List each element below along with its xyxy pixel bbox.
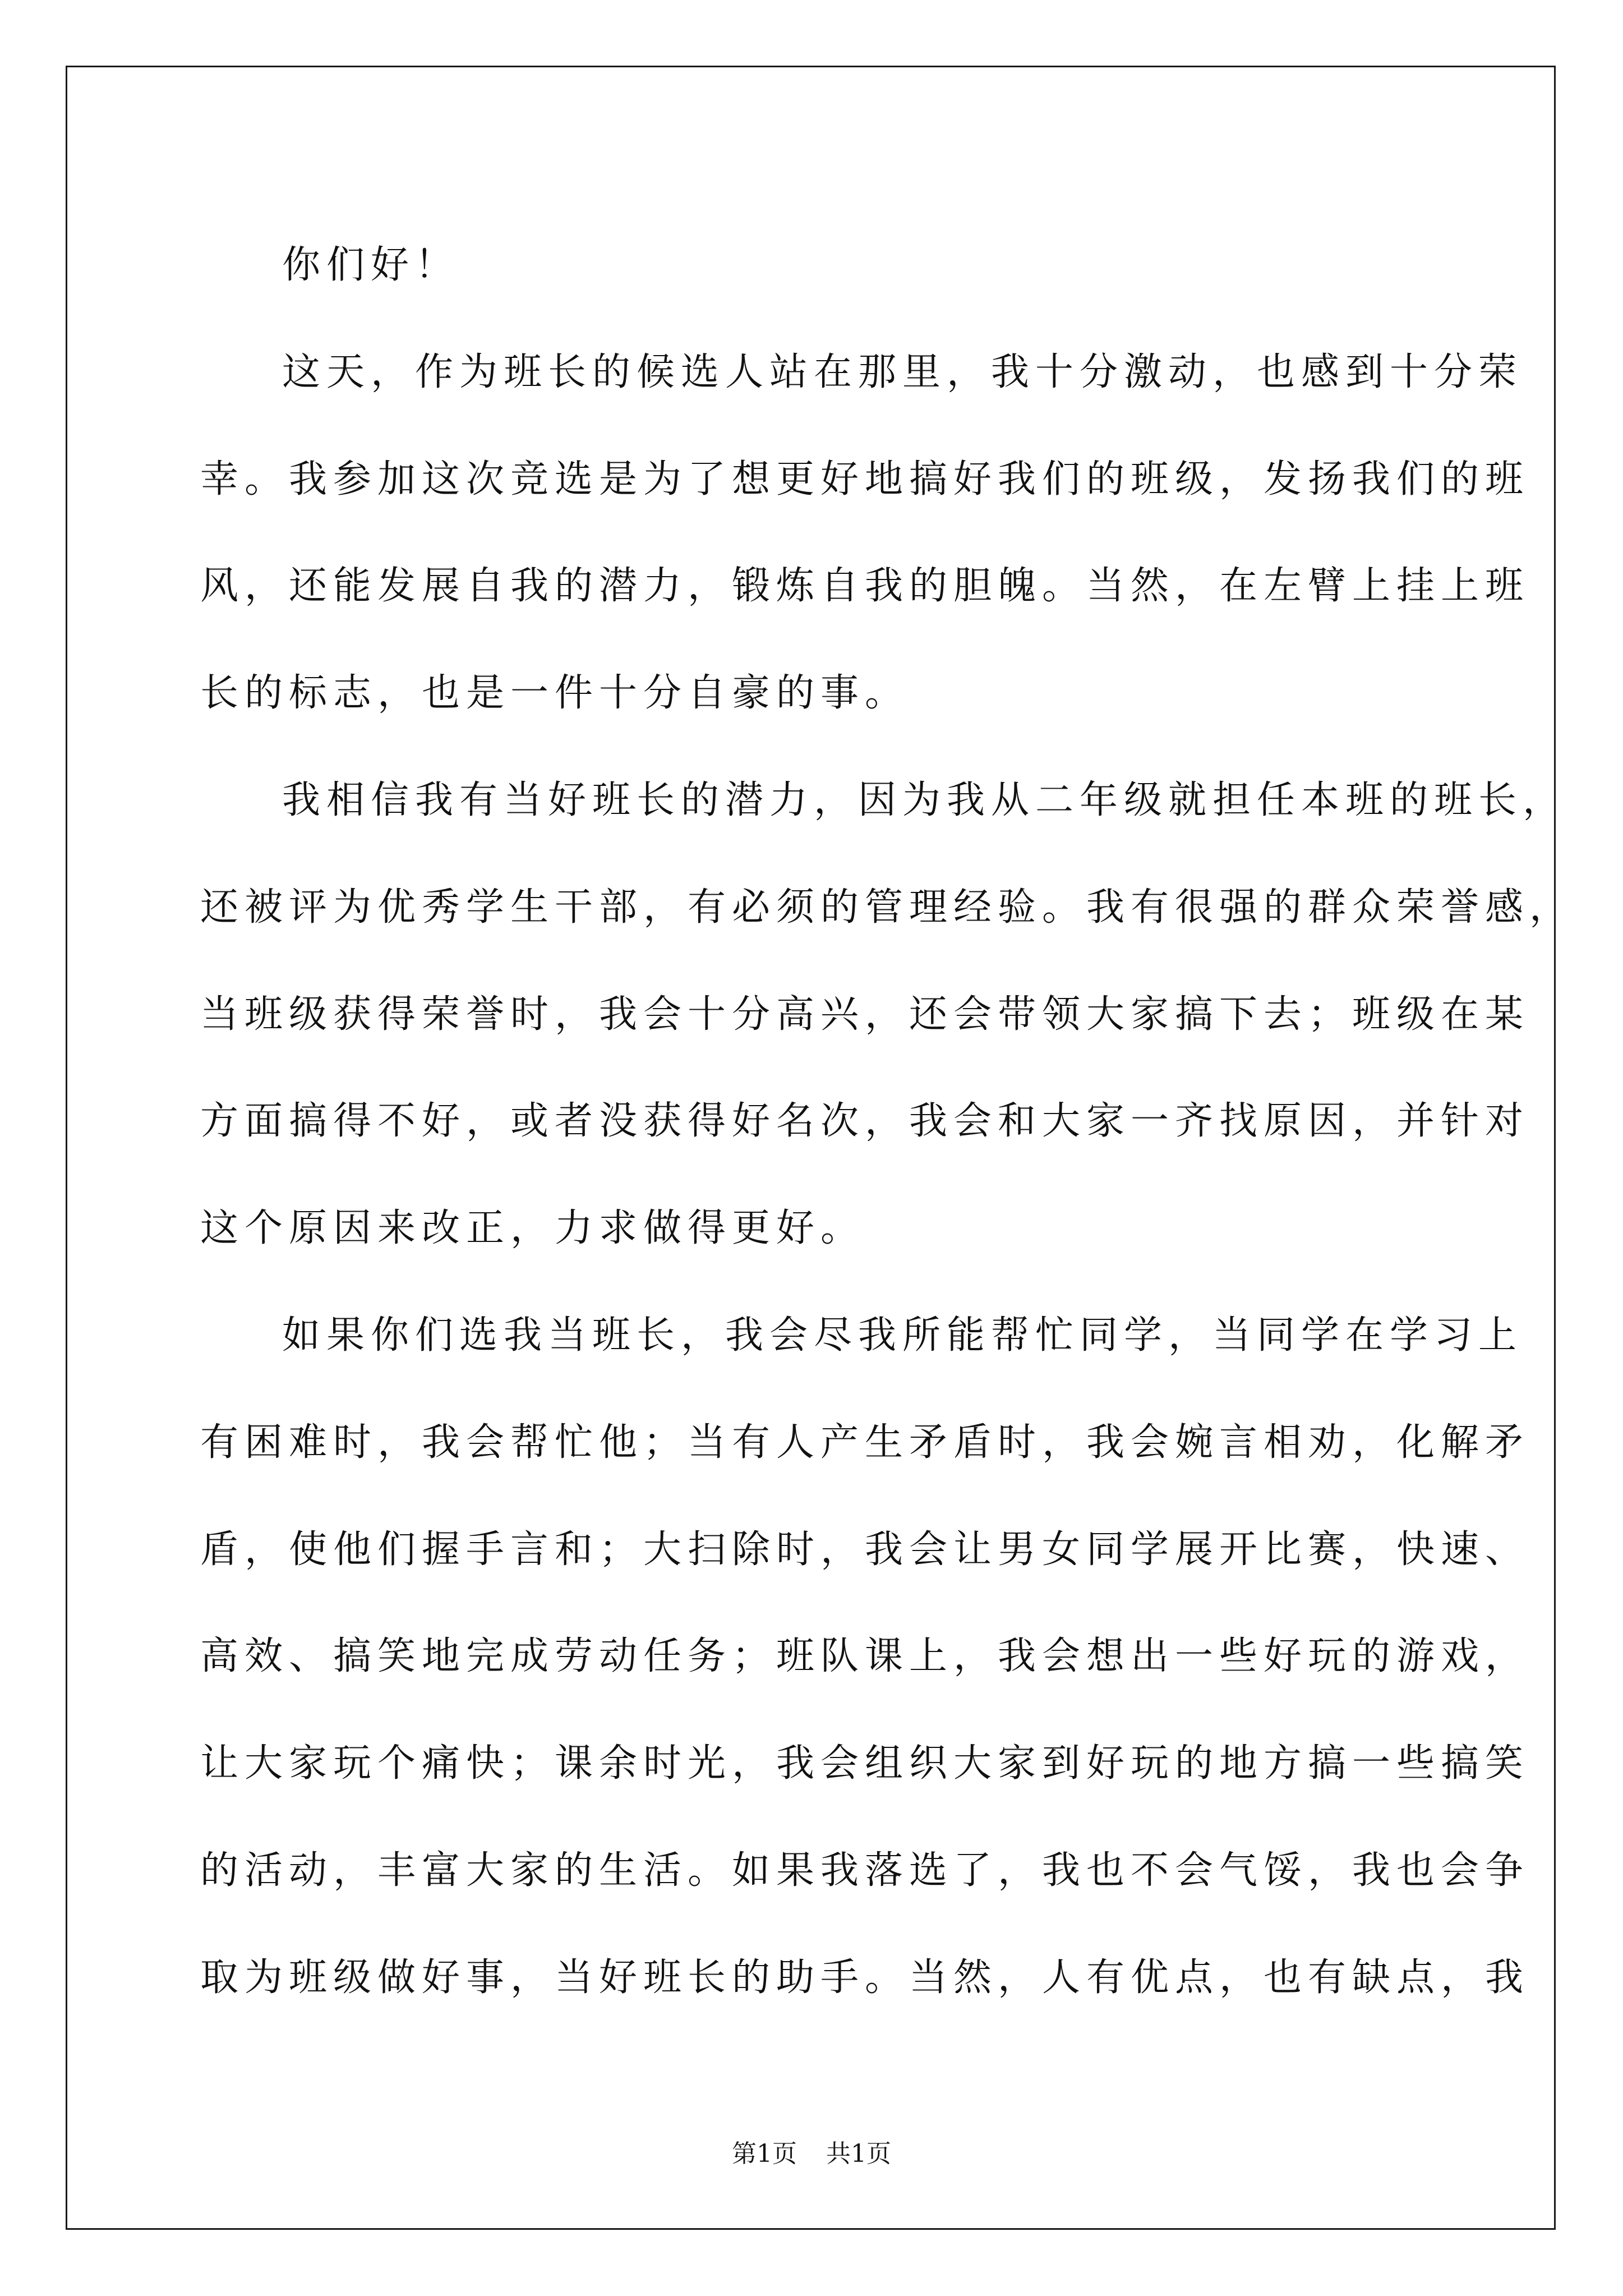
text-line: 长的标志，也是一件十分自豪的事。: [200, 671, 910, 716]
text-line: 如果你们选我当班长，我会尽我所能帮忙同学，当同学在学习上: [282, 1313, 1523, 1358]
text-line: 取为班级做好事，当好班长的助手。当然，人有优点，也有缺点，我: [200, 1955, 1530, 2000]
text-line: 的活动，丰富大家的生活。如果我落选了，我也不会气馁，我也会争: [200, 1848, 1530, 1893]
page-footer: [0, 2137, 1623, 2171]
document-body: [200, 212, 1574, 2032]
page-total: 共1页: [826, 2139, 891, 2168]
text-line: 有困难时，我会帮忙他；当有人产生矛盾时，我会婉言相劝，化解矛: [200, 1420, 1530, 1465]
text-line: 盾，使他们握手言和；大扫除时，我会让男女同学展开比赛，快速、: [200, 1527, 1530, 1572]
text-line: 幸。我参加这次竞选是为了想更好地搞好我们的班级，发扬我们的班: [200, 457, 1530, 501]
text-line: 方面搞得不好，或者没获得好名次，我会和大家一齐找原因，并针对: [200, 1099, 1530, 1144]
text-line: 这个原因来改正，力求做得更好。: [200, 1206, 865, 1251]
text-line: 当班级获得荣誉时，我会十分高兴，还会带领大家搞下去；班级在某: [200, 992, 1530, 1037]
text-line: 风，还能发展自我的潜力，锻炼自我的胆魄。当然，在左臂上挂上班: [200, 564, 1530, 609]
text-line: 高效、搞笑地完成劳动任务；班队课上，我会想出一些好玩的游戏，: [200, 1634, 1530, 1679]
text-line: 这天，作为班长的候选人站在那里，我十分激动，也感到十分荣: [282, 349, 1523, 394]
text-line: 我相信我有当好班长的潜力，因为我从二年级就担任本班的班长，: [282, 777, 1567, 822]
text-line: 还被评为优秀学生干部，有必须的管理经验。我有很强的群众荣誉感，: [200, 885, 1574, 930]
text-line: 你们好！: [282, 243, 460, 287]
text-line: 让大家玩个痛快；课余时光，我会组织大家到好玩的地方搞一些搞笑: [200, 1741, 1530, 1786]
page-number: 第1页: [732, 2139, 797, 2168]
